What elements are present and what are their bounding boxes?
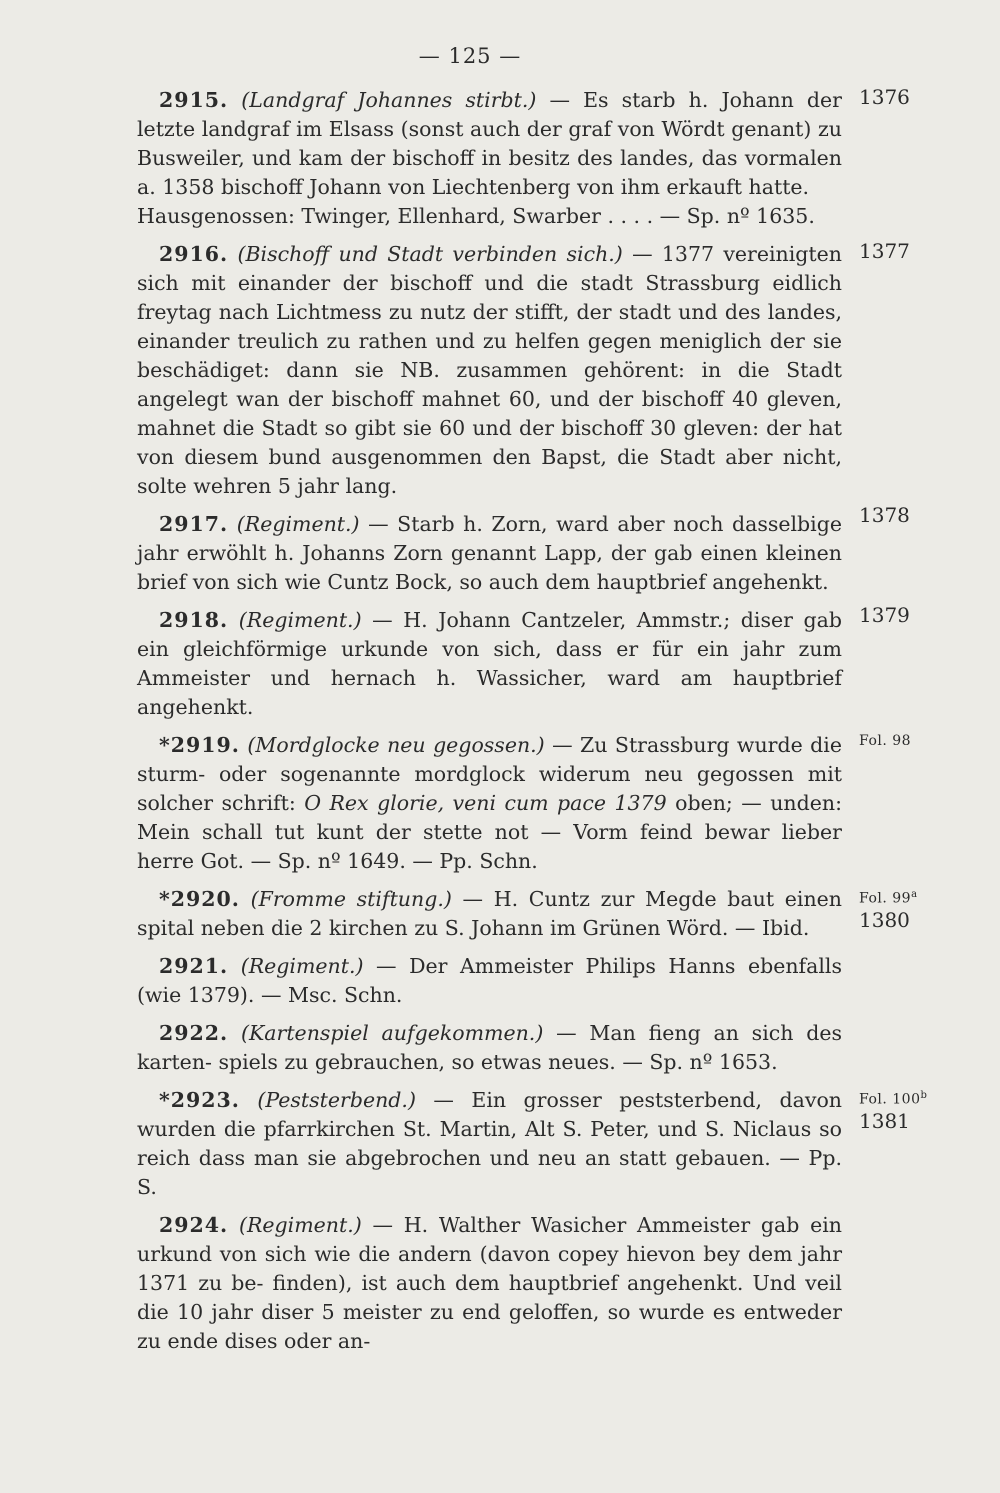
entry-text: — Starb h. Zorn, ward aber noch dasselbige jahr erwöhlt h. Johanns Zorn genannt Lapp, der gab einen kleinen brief von sich wie Cuntz Bock, so auch dem hauptbrief angehenkt. (137, 512, 842, 594)
entry-title: (Landgraf Johannes stirbt.) (241, 88, 537, 112)
margin-year: 1379 (859, 603, 910, 627)
entry-2917 (137, 503, 910, 597)
margin-note (859, 731, 969, 751)
entry-2920 (137, 885, 918, 943)
entry-text: — Es starb h. Johann der letzte landgraf im Elsass (sonst auch der graf von Wördt genant) zu Busweiler, und kam der bischoff in besitz des landes, das vormalen a. 1358 bischoff Johann von Liechtenberg von ihm erkauft hatte. (137, 88, 842, 199)
margin-note (859, 1086, 969, 1132)
entry-number: *2919. (159, 733, 240, 757)
entry-text: — Ein grosser peststerbend, davon wurden die pfarrkirchen St. Martin, Alt S. Peter, und S. Niclaus so reich dass man sie abgebrochen und neu an statt gebauen. — Pp. S. (137, 1088, 842, 1199)
entry-title: (Regiment.) (238, 1213, 362, 1237)
entry-2922 (137, 1019, 842, 1077)
entry-title: (Fromme stiftung.) (250, 887, 452, 911)
entry-text: — H. Walther Wasicher Ammeister gab ein urkund von sich wie die andern (davon copey hievon bey dem jahr 1371 zu be- finden), ist auch dem hauptbrief angehenkt. Und veil die 10 jahr diser 5 meister zu end geloffen, so wurde es entweder zu ende dises oder an- (137, 1213, 842, 1353)
margin-year: 1377 (859, 239, 910, 263)
entry-text: — Zu Strassburg wurde die sturm- oder sogenannte mordglock widerum neu gegossen mit solcher schrift: (137, 733, 842, 815)
entry-text: — 1377 vereinigten sich mit einander der bischoff und die stadt Strassburg eidlich freytag nach Lichtmess zu nutz der stifft, der stadt und des landes, einander treulich zu rathen und zu helfen gegen meniglich der sie beschädiget: dann sie NB. zusammen gehörent: in die Stadt angelegt wan der bischoff mahnet 60, und der bischoff 40 gleven, mahnet die Stadt so gibt sie 60 und der bischoff 30 gleven: der hat von diesem bund ausgenommen den Bapst, die Stadt aber nicht, solte wehren 5 jahr lang. (137, 242, 842, 498)
entry-text: — Der Ammeister Philips Hanns ebenfalls (wie 1379). — Msc. Schn. (137, 954, 842, 1007)
entry-title: (Regiment.) (240, 954, 364, 978)
margin-year: 1376 (859, 85, 910, 109)
entry-number: *2923. (159, 1088, 240, 1112)
entry-number: 2922. (159, 1021, 229, 1045)
entry-number: *2920. (159, 887, 240, 911)
entry-inscription: O Rex glorie, veni cum pace 1379 (304, 791, 667, 815)
entry-text: — Man fieng an sich des karten- spiels zu gebrauchen, so etwas neues. — Sp. nº 1653. (137, 1021, 842, 1074)
entry-2921 (137, 952, 842, 1010)
entry-number: 2917. (159, 512, 229, 536)
entry-number: 2915. (159, 88, 229, 112)
margin-note (859, 885, 969, 931)
margin-folio-number: Fol. 100 (859, 1091, 921, 1108)
entry-extra: Hausgenossen: Twinger, Ellenhard, Swarber . . . . — Sp. nº 1635. (137, 204, 815, 228)
entry-title: (Mordglocke neu gegossen.) (247, 733, 545, 757)
margin-note (859, 504, 969, 526)
entry-2916 (137, 239, 910, 501)
entry-title: (Bischoff und Stadt verbinden sich.) (237, 242, 623, 266)
margin-folio (859, 885, 969, 909)
entry-title: (Regiment.) (238, 608, 362, 632)
entry-text-continued: oben; — unden: Mein schall tut kunt der stette not — Vorm feind bewar lieber herre Got. — Sp. nº 1649. — Pp. Schn. (137, 791, 842, 873)
entry-text: — H. Johann Cantzeler, Ammstr.; diser gab ein gleichförmige urkunde von sich, dass er für ein jahr zum Ammeister und hernach h. Wassicher, ward am hauptbrief angehenkt. (137, 608, 842, 719)
entry-2919 (137, 731, 912, 876)
entry-text: — H. Cuntz zur Megde baut einen spital neben die 2 kirchen zu S. Johann im Grünen Wörd. — Ibid. (137, 887, 842, 940)
entry-2915 (137, 85, 910, 231)
entry-2924 (137, 1211, 842, 1356)
entry-number: 2924. (159, 1213, 229, 1237)
entry-title: (Regiment.) (236, 512, 360, 536)
margin-folio-superscript: a (911, 889, 918, 900)
page-number: — 125 — (418, 44, 522, 68)
entry-2918 (137, 603, 910, 722)
entry-number: 2918. (159, 608, 229, 632)
margin-note (859, 240, 969, 262)
margin-year: 1380 (859, 907, 910, 932)
margin-folio-number: Fol. 99 (859, 890, 912, 907)
entry-number: 2916. (159, 242, 229, 266)
margin-note (859, 86, 969, 108)
entry-list (137, 85, 928, 1365)
entry-2923 (137, 1086, 928, 1202)
margin-year: 1381 (859, 1108, 910, 1133)
margin-folio-superscript: b (920, 1090, 928, 1101)
margin-year: 1378 (859, 503, 910, 527)
entry-number: 2921. (159, 954, 229, 978)
margin-note (859, 604, 969, 626)
entry-title: (Peststerbend.) (257, 1088, 416, 1112)
margin-folio (859, 1086, 969, 1110)
entry-title: (Kartenspiel aufgekommen.) (240, 1021, 544, 1045)
margin-folio: Fol. 98 (859, 733, 912, 749)
